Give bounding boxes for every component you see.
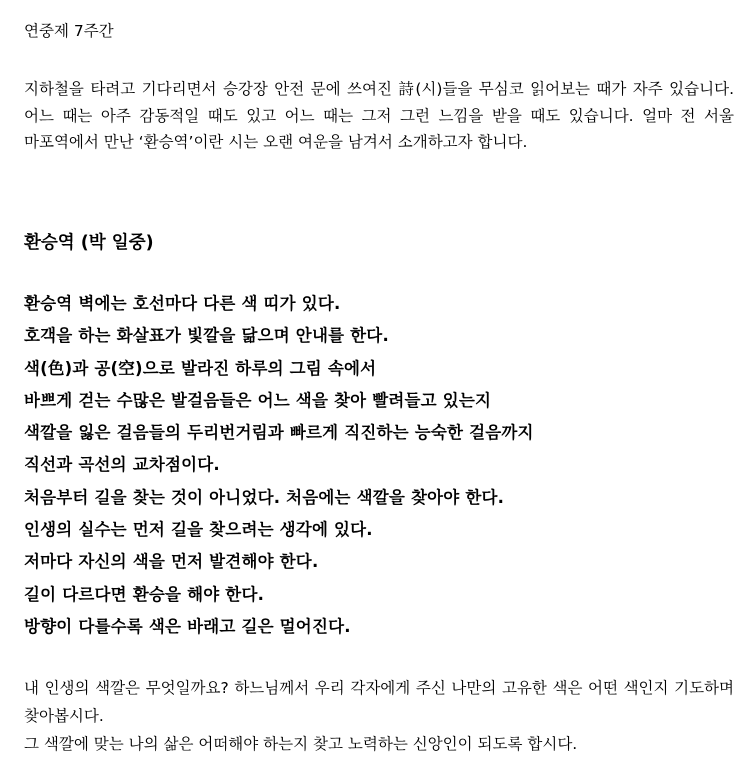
poem-title: 환승역 (박 일중) <box>24 233 154 253</box>
closing-paragraph-1: 내 인생의 색깔은 무엇일까요? 하느님께서 우리 각자에게 주신 나만의 고유한 색은 어떤 색인지 기도하며 찾아봅시다. <box>24 679 734 725</box>
poem-line: 처음부터 길을 찾는 것이 아니었다. 처음에는 색깔을 찾아야 한다. <box>24 487 505 507</box>
closing-paragraph-2: 그 색깔에 맞는 나의 삶은 어떠해야 하는지 찾고 노력하는 신앙인이 되도록 합시다. <box>24 735 578 753</box>
poem-body <box>24 288 534 643</box>
poem-line: 호객을 하는 화살표가 빛깔을 닮으며 안내를 한다. <box>24 326 389 346</box>
poem-line: 색깔을 잃은 걸음들의 두리번거림과 빠르게 직진하는 능숙한 걸음까지 <box>24 423 534 443</box>
closing-section <box>24 674 734 758</box>
poem-line: 직선과 곡선의 교차점이다. <box>24 455 220 475</box>
intro-paragraph: 지하철을 타려고 기다리면서 승강장 안전 문에 쓰여진 詩(시)들을 무심코 읽어보는 때가 자주 있습니다. 어느 때는 아주 감동적일 때도 있고 어느 때는 그저 그런 느낌을 받을 때도 있습니다. 얼마 전 서울 마포역에서 만난 ‘환승역’이란 시는 오랜 여운을 남겨서 소개하고자 합니다. <box>24 80 734 152</box>
poem-line: 방향이 다를수록 색은 바래고 길은 멀어진다. <box>24 616 351 636</box>
poem-line: 길이 다르다면 환승을 해야 한다. <box>24 584 265 604</box>
poem-line: 색(色)과 공(空)으로 발라진 하루의 그림 속에서 <box>24 358 377 378</box>
poem-line: 환승역 벽에는 호선마다 다른 색 띠가 있다. <box>24 294 341 313</box>
document-heading: 연중제 7주간 <box>24 22 114 40</box>
poem-line: 인생의 실수는 먼저 길을 찾으려는 생각에 있다. <box>24 520 373 540</box>
poem-line: 바쁘게 걷는 수많은 발걸음들은 어느 색을 찾아 빨려들고 있는지 <box>24 390 492 410</box>
poem-line: 저마다 자신의 색을 먼저 발견해야 한다. <box>24 552 319 572</box>
